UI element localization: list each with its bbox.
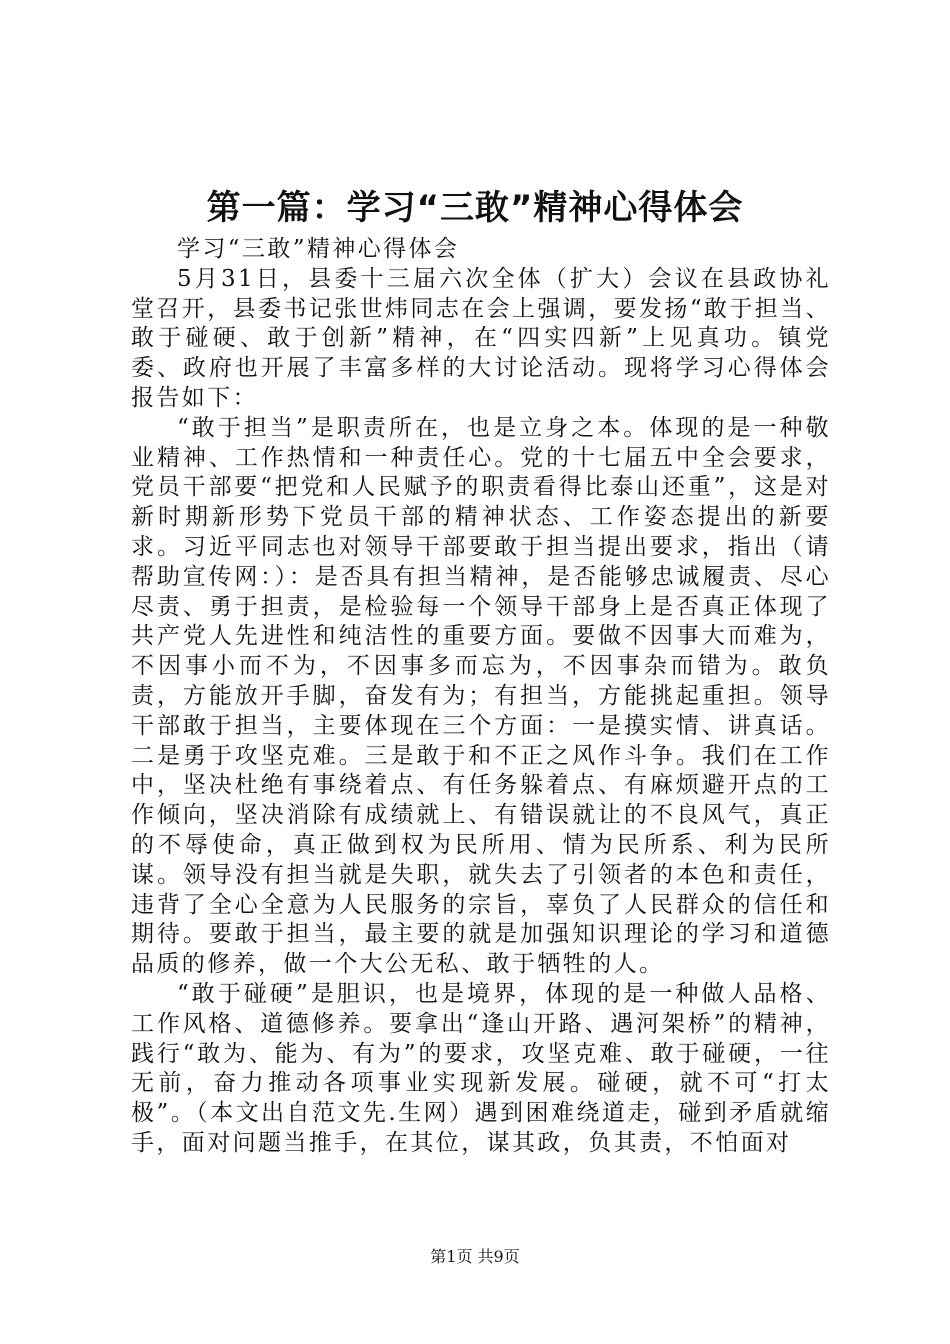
subtitle-paragraph: 学习“三敢”精神心得体会 [177, 236, 460, 262]
document-title: 第一篇：学习“三敢”精神心得体会 [206, 188, 744, 228]
body-paragraph-responsibility: “敢于担当”是职责所在，也是立身之本。体现的是一种敬业精神、工作热情和一种责任心。党的十七届五中全会要求，党员干部要“把党和人民赋予的职责看得比泰山还重”，这是对新时期新形势下党员干部的精神状态、工作姿态提出的新要求。习近平同志也对领导干部要敢于担当提出要求，指出（请帮助宣传网：）：是否具有担当精神，是否能够忠诚履责、尽心尽责、勇于担责，是检验每一个领导干部身上是否真正体现了共产党人先进性和纯洁性的重要方面。要做不因事大而难为，不因事小而不为，不因事多而忘为，不因事杂而错为。敢负责，方能放开手脚，奋发有为；有担当，方能挑起重担。领导干部敢于担当，主要体现在三个方面：一是摸实情、讲真话。二是勇于攻坚克难。三是敢于和不正之风作斗争。我们在工作中，坚决杜绝有事绕着点、有任务躲着点、有麻烦避开点的工作倾向，坚决消除有成绩就上、有错误就让的不良风气，真正的不辱使命，真正做到权为民所用、情为民所系、利为民所谋。领导没有担当就是失职，就失去了引领者的本色和责任，违背了全心全意为人民服务的宗旨，辜负了人民群众的信任和期待。要敢于担当，最主要的就是加强知识理论的学习和道德品质的修养，做一个大公无私、敢于牺牲的人。 [131, 414, 831, 978]
intro-paragraph: 5月31日，县委十三届六次全体（扩大）会议在县政协礼堂召开，县委书记张世炜同志在会上强调，要发扬“敢于担当、敢于碰硬、敢于创新”精神，在“四实四新”上见真功。镇党委、政府也开展了丰富多样的大讨论活动。现将学习心得体会报告如下： [131, 265, 831, 411]
body-paragraph-toughness: “敢于碰硬”是胆识，也是境界，体现的是一种做人品格、工作风格、道德修养。要拿出“逢山开路、遇河架桥”的精神，践行“敢为、能为、有为”的要求，攻坚克难、敢于碰硬，一往无前，奋力推动各项事业实现新发展。碰硬，就不可“打太极”。（本文出自范文先.生网）遇到困难绕道走，碰到矛盾就缩手，面对问题当推手，在其位，谋其政，负其责，不怕面对 [131, 980, 831, 1156]
page-number-footer: 第1页 共9页 [430, 1247, 520, 1266]
document-body [131, 235, 831, 1159]
